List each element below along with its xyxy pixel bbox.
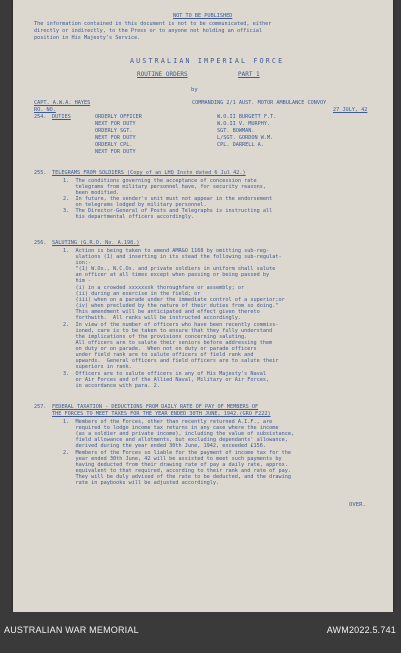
section-line: 2. Members of the Forces so liable for the payment of income tax for the (63, 450, 291, 456)
section-line: This amendment will be anticipated and effect given thereto (63, 309, 260, 315)
section-line: 1. The conditions governing the acceptance of concession rate (63, 178, 257, 184)
section-line: rate in paybooks will be adjusted accordingly. (63, 480, 220, 486)
section-line: 1. Members of the Forces, other than recently returned A.I.F., are (63, 419, 273, 425)
section-line: 3. The Director-General of Posts and Telegraphs is instructing all (63, 208, 273, 214)
section-number: 256. (34, 240, 47, 246)
officer-name: CAPT. A.W.A. HAYES (34, 100, 91, 106)
document-page (13, 0, 393, 612)
section-number: 255. (34, 170, 47, 176)
section-line: in accordance with para. 2. (63, 383, 160, 389)
section-line: 1. Action is being taken to amend AMR&O 1168 by omitting sub-reg- (63, 248, 270, 254)
duty-role: NEXT FOR DUTY (95, 149, 136, 155)
archive-footer (0, 612, 401, 653)
not-published-header: NOT TO BE PUBLISHED (173, 13, 233, 19)
section-line: telegrams from military personnel have, for security reasons, (63, 184, 267, 190)
duty-role: NEXT FOR DUTY (95, 121, 136, 127)
section-line: ioned, care is to be taken to ensure that they fully understand (63, 328, 273, 334)
duty-person: SGT. BOWMAN. (217, 128, 255, 134)
section-line: an officer at all times except when passing or being passed by (63, 272, 270, 278)
duty-role: NEXT FOR DUTY (95, 135, 136, 141)
command-line: COMMANDING 2/1 AUST. MOTOR AMBULANCE CONVOY (192, 100, 327, 106)
section-line: derived during the year ended 30th June, 1942, exceeded £156. (63, 443, 267, 449)
section-line: 2. In view of the number of officers who have been recently commiss- (63, 322, 279, 328)
part-label: PART 1 (238, 71, 260, 78)
routine-orders-title: ROUTINE ORDERS (137, 71, 188, 78)
section-line: upwards. General officers and field officers are to salute their (63, 358, 279, 364)
section-line: the implications of the provisions concerning saluting. (63, 334, 248, 340)
section-line: on duty or on parade. When not on duty or parade officers (63, 346, 257, 352)
section-line: having deducted from their drawing rate of pay a daily rate, approx. (63, 462, 288, 468)
section-line: They will be duly advised of the rate to be deducted, and the drawing (63, 474, 291, 480)
section-line: him - (63, 278, 92, 284)
section-line: been modified. (63, 190, 120, 196)
section-line: forthwith. All ranks will be instructed accordingly. (63, 315, 242, 321)
section-line: 3. Officers are to salute officers in any of His Majesty's Naval (63, 371, 267, 377)
section-line: or Air Forces and of the Allied Naval, Military or Air Forces, (63, 377, 270, 383)
section-line: on telegrams lodged by military personnel. (63, 202, 207, 208)
notice-line: directly or indirectly, to the Press or to anyone not holding an official (34, 28, 262, 34)
duty-role: ORDERLY CPL. (95, 142, 133, 148)
section-line: ion:- (63, 260, 92, 266)
duty-role: ORDERLY SGT. (95, 128, 133, 134)
section-line: required to lodge income tax returns in any case where the income (63, 425, 279, 431)
section-line: under field rank are to salute officers of field rank and (63, 352, 254, 358)
over-label: OVER. (349, 502, 366, 508)
section-title: TELEGRAMS FROM SOLDIERS (Copy of an LHQ Instn dated 6 Jul 42.) (52, 170, 246, 176)
duties-heading: DUTIES (52, 114, 71, 120)
footer-institution: AUSTRALIAN WAR MEMORIAL (4, 625, 139, 635)
section-line: All officers are to salute their seniors before addressing them (63, 340, 273, 346)
duty-role: ORDERLY OFFICER (95, 114, 142, 120)
notice-line: position in His Majesty's Service. (34, 35, 141, 41)
duty-person: W.O.II BURGETT F.T. (217, 114, 277, 120)
by-label: by (191, 87, 198, 93)
section-line: (iv) when precluded by the nature of their duties from so doing." (63, 303, 279, 309)
section-title: FEDERAL TAXATION - DEDUCTIONS FROM DAILY RATE OF PAY OF MEMBERS OF (52, 404, 259, 410)
section-line: 2. In future, the sender's unit must not appear in the endorsement (63, 196, 273, 202)
duty-person: CPL. DARRELL A. (217, 142, 264, 148)
section-line: (i) in a crowded xxxxxxxk thoroughfare or assembly; or (63, 285, 245, 291)
duties-number: 254. (34, 114, 47, 120)
section-line: ulations (1) and inserting in its stead the following sub-regulat- (63, 254, 282, 260)
ro-number: RO. NO. (34, 107, 56, 113)
duty-person: W.O.II V. MURPHY. (217, 121, 271, 127)
section-title: THE FORCES TO MEET TAXES FOR THE YEAR ENDED 30TH JUNE, 1942.(GRO F222) (52, 411, 271, 417)
footer-accession-number: AWM2022.5.741 (326, 625, 396, 635)
duty-person: L/SGT. GORDON W.M. (217, 135, 274, 141)
section-line: year ended 30th June, 42 will be assisted to meet such payments by (63, 456, 282, 462)
section-line: superiors in rank. (63, 364, 132, 370)
section-line: equivalent to that required, according to their rank and rate of pay. (63, 468, 291, 474)
section-line: his departmental officers accordingly. (63, 214, 195, 220)
section-title: SALUTING (G.R.O. No. A.198.) (52, 240, 140, 246)
section-line: field allowance and allotments, but excluding dependants' allowance, (63, 437, 288, 443)
section-line: (iii) when on a parade under the immediate control of a superior;or (63, 297, 285, 303)
notice-line: The information contained in this document is not to be communicated, either (34, 21, 272, 27)
section-line: (as a soldier and private income), including the value of subsistance, (63, 431, 295, 437)
section-line: "(1) W.Os., N.C.Os. and private soldiers in uniform shall salute (63, 266, 276, 272)
force-title: AUSTRALIAN IMPERIAL FORCE (130, 57, 285, 65)
section-line: (ii) during an exercise in the field; or (63, 291, 201, 297)
section-number: 257. (34, 404, 47, 410)
order-date: 27 JULY, 42 (333, 107, 368, 113)
